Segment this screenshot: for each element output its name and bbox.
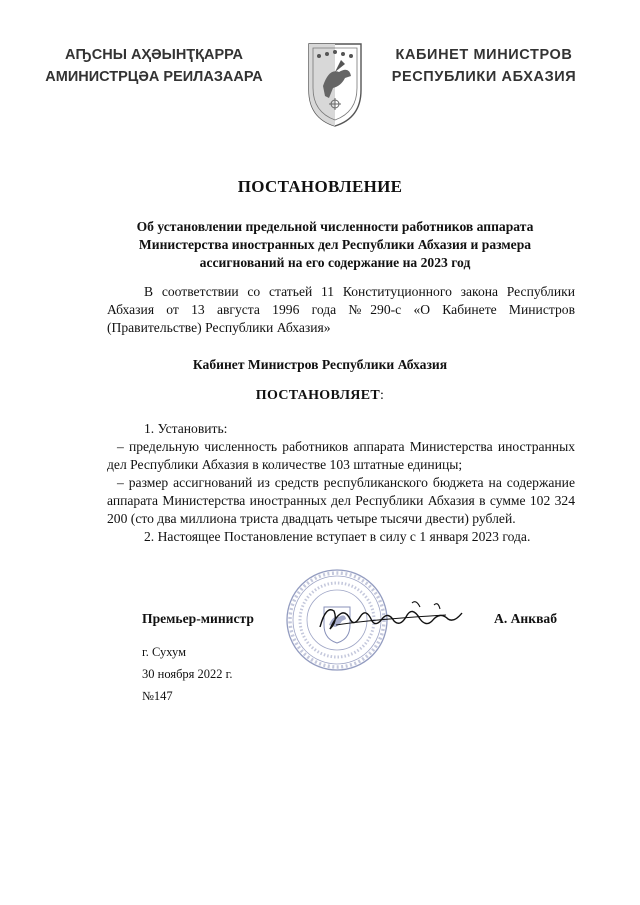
signature-icon: [316, 597, 466, 639]
issuer-heading: Кабинет Министров Республики Абхазия: [192, 357, 448, 372]
issue-city: г. Сухум: [142, 645, 187, 659]
letterhead-abkhaz-line2: АМИНИСТРЦӘА РЕИЛАЗААРА: [45, 69, 263, 85]
signatory-position: Премьер-министр: [142, 611, 254, 626]
document-number: №147: [142, 689, 173, 703]
item-1-intro: 1. Установить:: [144, 421, 228, 436]
issue-date: 30 ноября 2022 г.: [142, 667, 233, 681]
document-title: ПОСТАНОВЛЕНИЕ: [237, 177, 403, 196]
document-subject: [100, 218, 570, 272]
decree-colon: :: [380, 388, 385, 403]
signatory-name: А. Анкваб: [494, 611, 558, 626]
letterhead-russian: [374, 44, 594, 88]
subject-line: ассигнований на его содержание на 2023 год: [199, 255, 471, 270]
item-1-bullet-a: – предельную численность работников аппарата Министерства иностранных дел Республики Абхазия в количестве 103 штатные единицы;: [107, 439, 575, 472]
letterhead-russian-line1: КАБИНЕТ МИНИСТРОВ: [395, 47, 573, 63]
letterhead-abkhaz-line1: АҦСНЫ АҲӘЫНҬҚАРРА: [64, 47, 244, 63]
item-1-bullet-b: – размер ассигнований из средств республиканского бюджета на содержание аппарата Министерства иностранных дел Республики Абхазия в сумме 102 324 200 (сто два миллиона триста двадцать четыре тысячи двести) рублей.: [107, 475, 575, 526]
item-2: 2. Настоящее Постановление вступает в силу с 1 января 2023 года.: [144, 529, 531, 544]
subject-line: Об установлении предельной численности работников аппарата: [136, 219, 534, 234]
letterhead-russian-line2: РЕСПУБЛИКИ АБХАЗИЯ: [391, 69, 577, 85]
coat-of-arms-icon: [305, 40, 365, 128]
decree-body: [107, 420, 575, 546]
letterhead-abkhaz: [0, 44, 308, 88]
decree-heading: [0, 388, 640, 404]
subject-line: Министерства иностранных дел Республики Абхазия и размера: [138, 237, 532, 252]
decree-word: ПОСТАНОВЛЯЕТ: [255, 388, 380, 403]
preamble-paragraph: В соответствии со статьей 11 Конституционного закона Республики Абхазия от 13 августа 1996 года №290-с «О Кабинете Министров (Правительстве) Республики Абхазия»: [107, 284, 575, 335]
